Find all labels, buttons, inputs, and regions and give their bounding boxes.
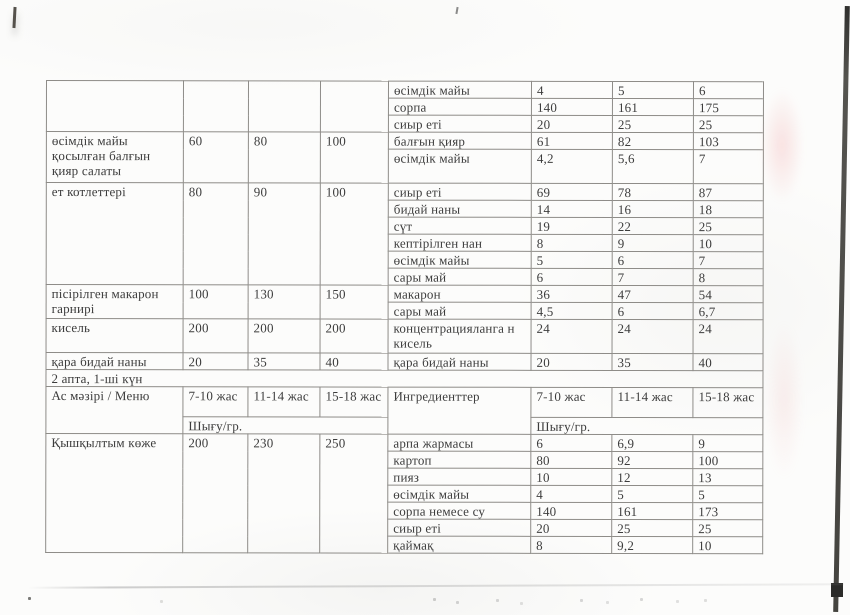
ingredient-value-cell: 175 [693,99,763,116]
ingredient-value-cell: 10 [693,235,763,252]
ingredient-name-cell: кептірілген нан [388,234,531,251]
portion-value-cell: 80 [183,183,248,285]
ingredient-value-cell: 82 [612,132,693,149]
ingredient-value-cell: 14 [531,200,612,217]
ingredient-value-cell: 10 [531,468,612,485]
table-row [46,353,763,371]
portion-value-cell: 20 [183,353,248,370]
ingredient-name-cell: өсімдік майы [388,251,531,268]
ingredient-name-cell: қаймақ [388,536,531,553]
portion-value-cell: 200 [183,319,248,353]
ingredient-value-cell: 69 [531,183,612,200]
ingredient-value-cell: 18 [693,201,763,218]
ingredient-value-cell: 35 [612,353,693,370]
ingredient-value-cell: 5 [612,485,693,502]
header-age-11-14-right: 11-14 жас [612,387,693,417]
ingredient-value-cell: 6,9 [612,434,693,451]
ingredient-value-cell: 4,5 [531,302,612,319]
dish-name-cell: кисель [46,319,183,353]
ingredient-value-cell: 25 [693,520,763,537]
portion-value-cell: 130 [248,285,320,319]
empty-cell [248,81,320,132]
ingredient-value-cell: 92 [612,451,693,468]
ingredient-value-cell: 140 [531,98,612,115]
scan-edge-strip [833,6,850,612]
portion-value-cell: 100 [320,183,388,285]
ingredient-value-cell: 173 [693,503,763,520]
ingredient-value-cell: 36 [531,285,612,302]
ingredient-value-cell: 9,2 [612,536,693,553]
header-age-11-14-left: 11-14 жас [248,387,320,417]
ingredient-value-cell: 7 [693,252,763,269]
ingredient-value-cell: 12 [612,468,693,485]
portion-value-cell: 100 [320,132,388,183]
ingredient-value-cell: 140 [531,502,612,519]
scan-speck [455,7,458,14]
ingredient-name-cell: сүт [388,217,531,234]
table-row [46,183,763,201]
section-break-row [46,370,763,388]
table-row [46,319,763,354]
ingredient-value-cell: 4 [531,485,612,502]
header-ingredients: Ингредиенттер [388,387,531,434]
dish-name-cell: өсімдік майы қосылған балғын қияр салаты [46,132,183,183]
portion-value-cell: 40 [320,353,388,370]
pink-scan-tint [764,320,804,480]
ingredient-name-cell: балғын қияр [388,132,531,149]
ingredient-value-cell: 6 [531,268,612,285]
empty-cell [46,81,183,132]
portion-value-cell: 35 [248,353,320,370]
ingredient-value-cell: 6 [612,302,693,319]
ingredient-value-cell: 25 [612,519,693,536]
table-row [46,285,763,303]
portion-value-cell: 100 [183,285,248,319]
ingredient-value-cell: 19 [531,217,612,234]
ingredient-value-cell: 6 [612,251,693,268]
portion-value-cell: 150 [320,285,388,319]
scan-noise-specks [28,597,31,600]
ingredient-value-cell: 5 [693,486,763,503]
page-bottom-shadow [28,583,844,589]
ingredient-value-cell: 6 [693,82,763,99]
ingredient-value-cell: 7 [693,150,763,184]
portion-value-cell: 90 [248,183,320,285]
ingredient-value-cell: 20 [531,115,612,132]
header-row [46,387,763,418]
ingredient-value-cell: 5 [531,251,612,268]
empty-cell [183,81,248,132]
ingredient-value-cell: 78 [612,183,693,200]
ingredient-name-cell: сары май [388,268,531,285]
ingredient-value-cell: 13 [693,469,763,486]
scan-corner-mark [12,7,16,28]
table-row [46,132,763,150]
ingredient-value-cell: 161 [612,502,693,519]
portion-value-cell: 80 [248,132,320,183]
ingredient-name-cell: бидай наны [388,200,531,217]
table-row [46,434,763,452]
ingredient-value-cell: 10 [693,537,763,554]
portion-value-cell: 250 [320,434,388,553]
ingredient-name-cell: сары май [388,302,531,319]
ingredient-value-cell: 5,6 [612,149,693,183]
ingredient-value-cell: 54 [693,286,763,303]
header-age-7-10-right: 7-10 жас [531,387,612,417]
section-break-label: 2 апта, 1-ші күн [46,370,763,388]
ingredient-value-cell: 4 [531,81,612,98]
dish-name-cell: пісірілген макарон гарнирі [46,285,183,319]
header-age-15-18-right: 15-18 жас [693,388,763,418]
ingredient-value-cell: 103 [693,133,763,150]
ingredient-name-cell: сиыр еті [388,183,531,200]
ingredient-value-cell: 80 [531,451,612,468]
ingredient-value-cell: 8 [531,536,612,553]
ingredient-name-cell: қара бидай наны [388,353,531,370]
ingredient-value-cell: 40 [693,354,763,371]
empty-cell [320,81,388,132]
portion-value-cell: 200 [183,434,248,553]
ingredient-value-cell: 7 [612,268,693,285]
ingredient-name-cell: арпа жармасы [388,434,531,451]
ingredient-value-cell: 9 [612,234,693,251]
portion-value-cell: 200 [248,319,320,353]
dish-name-cell: Қышқылтым көже [46,434,183,553]
ingredient-value-cell: 20 [531,353,612,370]
ingredient-value-cell: 22 [612,217,693,234]
ingredient-name-cell: макарон [388,285,531,302]
ingredient-name-cell: өсімдік майы [388,81,531,98]
ingredient-value-cell: 25 [612,115,693,132]
ingredient-name-cell: картоп [388,451,531,468]
ingredient-name-cell: сиыр еті [388,519,531,536]
ingredient-value-cell: 9 [693,435,763,452]
ingredient-value-cell: 8 [531,234,612,251]
ingredient-value-cell: 8 [693,269,763,286]
portion-value-cell: 230 [248,434,320,553]
header-menu: Ас мәзірі / Меню [46,387,183,434]
ingredient-value-cell: 87 [693,184,763,201]
ingredient-value-cell: 6 [531,434,612,451]
table-row [46,81,763,99]
ingredient-value-cell: 25 [693,116,763,133]
header-age-15-18-left: 15-18 жас [320,387,388,417]
ingredient-value-cell: 5 [612,81,693,98]
ingredient-value-cell: 20 [531,519,612,536]
header-age-7-10-left: 7-10 жас [183,387,248,417]
ingredient-value-cell: 161 [612,98,693,115]
ingredient-name-cell: сиыр еті [388,115,531,132]
menu-table [45,80,764,554]
ingredient-name-cell: концентрацияланга н кисель [388,319,531,353]
ingredient-name-cell: сорпа немесе су [388,502,531,519]
ingredient-name-cell: өсімдік майы [388,485,531,502]
ingredient-value-cell: 24 [693,320,763,354]
yield-label-left: Шығу/гр. [183,417,388,434]
ingredient-value-cell: 25 [693,218,763,235]
ingredient-value-cell: 47 [612,285,693,302]
dish-name-cell: ет котлеттері [46,183,183,285]
ingredient-value-cell: 24 [531,319,612,353]
dish-name-cell: қара бидай наны [46,353,183,370]
ingredient-value-cell: 61 [531,132,612,149]
ingredient-name-cell: өсімдік майы [388,149,531,183]
ingredient-value-cell: 24 [612,319,693,353]
yield-label-right: Шығу/гр. [531,417,763,434]
ingredient-value-cell: 100 [693,452,763,469]
ingredient-value-cell: 6,7 [693,303,763,320]
ingredient-value-cell: 4,2 [531,149,612,183]
ingredient-value-cell: 16 [612,200,693,217]
ingredient-name-cell: пияз [388,468,531,485]
portion-value-cell: 200 [320,319,388,353]
portion-value-cell: 60 [183,132,248,183]
ingredient-name-cell: сорпа [388,98,531,115]
pink-scan-tint [760,88,804,203]
